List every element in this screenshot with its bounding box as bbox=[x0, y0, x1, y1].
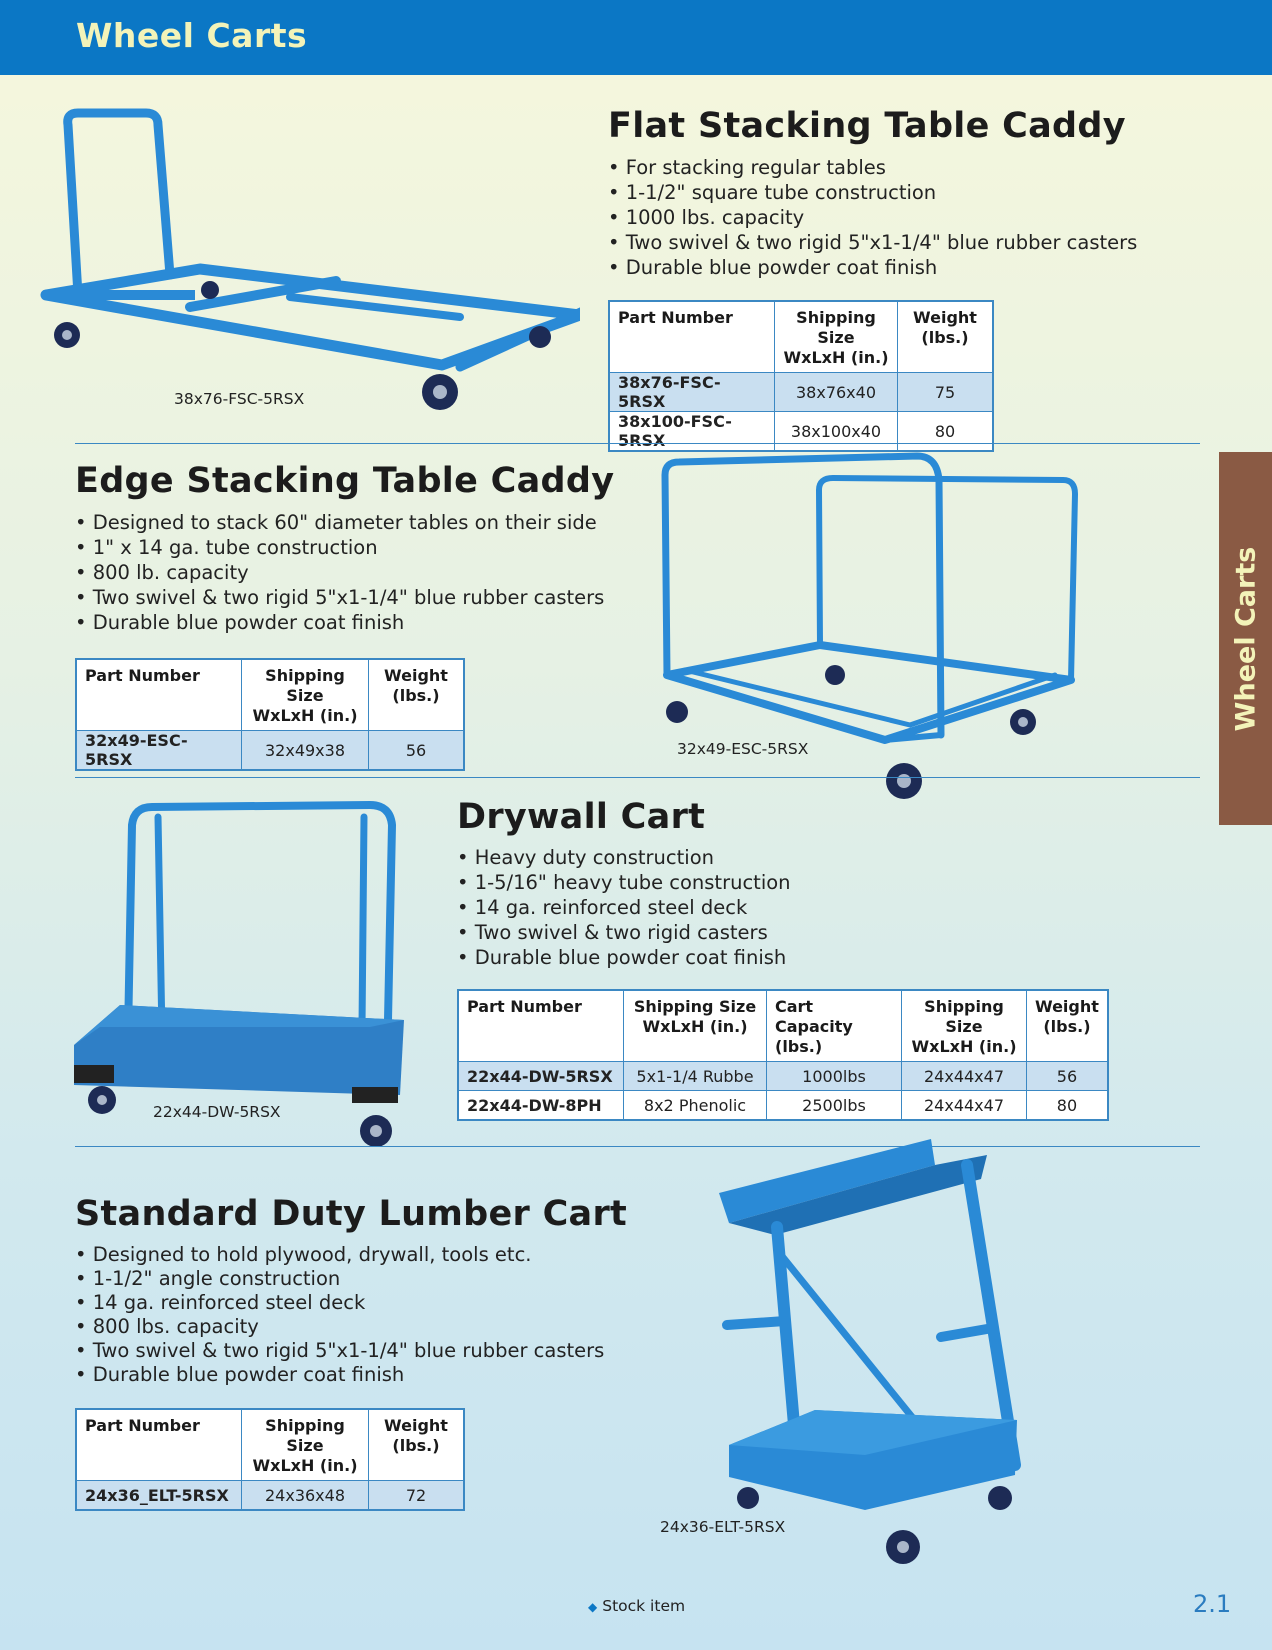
column-header: Part Number bbox=[76, 659, 242, 731]
table-row: 24x36_ELT-5RSX 24x36x48 72 bbox=[76, 1481, 464, 1511]
side-tab bbox=[1219, 452, 1272, 825]
column-header: Shipping Size WxLxH (in.) bbox=[242, 659, 369, 731]
edge-caddy-features bbox=[75, 510, 604, 635]
edge-caddy-spec-table bbox=[75, 658, 465, 771]
table-row: 22x44-DW-8PH 8x2 Phenolic 2500lbs 24x44x47 80 bbox=[458, 1091, 1108, 1121]
feature-item: • Designed to stack 60" diameter tables on their side bbox=[75, 510, 604, 535]
feature-item: • Designed to hold plywood, drywall, tools etc. bbox=[75, 1243, 604, 1267]
column-header: Weight (lbs.) bbox=[1027, 990, 1108, 1062]
drywall-cart-caption: 22x44-DW-5RSX bbox=[153, 1103, 281, 1121]
feature-item: • Durable blue powder coat finish bbox=[75, 610, 604, 635]
column-header: Part Number bbox=[458, 990, 624, 1062]
flat-caddy-spec-table bbox=[608, 300, 994, 452]
feature-item: • Durable blue powder coat finish bbox=[75, 1363, 604, 1387]
feature-item: • 1-5/16" heavy tube construction bbox=[457, 870, 791, 895]
column-header: Weight (lbs.) bbox=[369, 659, 465, 731]
column-header: Shipping Size WxLxH (in.) bbox=[242, 1409, 369, 1481]
column-header: Shipping Size WxLxH (in.) bbox=[775, 301, 898, 373]
flat-stacking-caddy-image bbox=[40, 105, 580, 435]
column-header: Shipping Size WxLxH (in.) bbox=[902, 990, 1027, 1062]
section-title-flat-caddy: Flat Stacking Table Caddy bbox=[608, 106, 1126, 146]
column-header: Weight (lbs.) bbox=[369, 1409, 465, 1481]
flat-caddy-caption: 38x76-FSC-5RSX bbox=[174, 390, 305, 408]
drywall-cart-spec-table bbox=[457, 989, 1109, 1121]
feature-item: • Durable blue powder coat finish bbox=[457, 945, 791, 970]
table-row: 38x76-FSC-5RSX 38x76x40 75 bbox=[609, 373, 993, 412]
table-row: 22x44-DW-5RSX 5x1-1/4 Rubbe 1000lbs 24x44x47 56 bbox=[458, 1062, 1108, 1091]
section-title-lumber-cart: Standard Duty Lumber Cart bbox=[75, 1194, 628, 1234]
table-header-row bbox=[76, 1409, 464, 1481]
flat-caddy-features bbox=[608, 155, 1137, 280]
feature-item: • 800 lbs. capacity bbox=[75, 1315, 604, 1339]
table-header-row bbox=[609, 301, 993, 373]
section-title-drywall-cart: Drywall Cart bbox=[457, 797, 706, 837]
column-header: Weight (lbs.) bbox=[898, 301, 994, 373]
feature-item: • For stacking regular tables bbox=[608, 155, 1137, 180]
column-header: Cart Capacity (lbs.) bbox=[767, 990, 902, 1062]
column-header: Shipping Size WxLxH (in.) bbox=[624, 990, 767, 1062]
lumber-cart-image bbox=[715, 1135, 1035, 1575]
column-header: Part Number bbox=[76, 1409, 242, 1481]
table-row: 32x49-ESC-5RSX 32x49x38 56 bbox=[76, 731, 464, 771]
feature-item: • Durable blue powder coat finish bbox=[608, 255, 1137, 280]
feature-item: • 14 ga. reinforced steel deck bbox=[75, 1291, 604, 1315]
feature-item: • 1000 lbs. capacity bbox=[608, 205, 1137, 230]
lumber-cart-caption: 24x36-ELT-5RSX bbox=[660, 1518, 786, 1536]
feature-item: • 1-1/2" square tube construction bbox=[608, 180, 1137, 205]
feature-item: • Two swivel & two rigid 5"x1-1/4" blue rubber casters bbox=[75, 585, 604, 610]
feature-item: • 800 lb. capacity bbox=[75, 560, 604, 585]
page-number: 2.1 bbox=[1193, 1590, 1232, 1618]
feature-item: • Heavy duty construction bbox=[457, 845, 791, 870]
side-tab-label: Wheel Carts bbox=[1230, 546, 1261, 731]
section-divider bbox=[75, 443, 1200, 444]
table-header-row bbox=[458, 990, 1108, 1062]
feature-item: • Two swivel & two rigid 5"x1-1/4" blue rubber casters bbox=[608, 230, 1137, 255]
feature-item: • 1-1/2" angle construction bbox=[75, 1267, 604, 1291]
table-row: 38x100-FSC-5RSX 38x100x40 80 bbox=[609, 412, 993, 452]
edge-caddy-caption: 32x49-ESC-5RSX bbox=[677, 740, 809, 758]
feature-item: • 14 ga. reinforced steel deck bbox=[457, 895, 791, 920]
table-header-row bbox=[76, 659, 464, 731]
column-header: Part Number bbox=[609, 301, 775, 373]
page-title: Wheel Carts bbox=[76, 16, 308, 55]
section-divider bbox=[75, 777, 1200, 778]
lumber-cart-features bbox=[75, 1243, 604, 1387]
section-title-edge-caddy: Edge Stacking Table Caddy bbox=[75, 461, 615, 501]
stock-item-label: Stock item bbox=[602, 1597, 686, 1615]
drywall-cart-features bbox=[457, 845, 791, 970]
lumber-cart-spec-table bbox=[75, 1408, 465, 1511]
stock-item-legend bbox=[588, 1597, 685, 1615]
feature-item: • Two swivel & two rigid casters bbox=[457, 920, 791, 945]
feature-item: • Two swivel & two rigid 5"x1-1/4" blue rubber casters bbox=[75, 1339, 604, 1363]
page-header bbox=[0, 0, 1272, 75]
feature-item: • 1" x 14 ga. tube construction bbox=[75, 535, 604, 560]
diamond-icon: ◆ bbox=[588, 1600, 598, 1614]
